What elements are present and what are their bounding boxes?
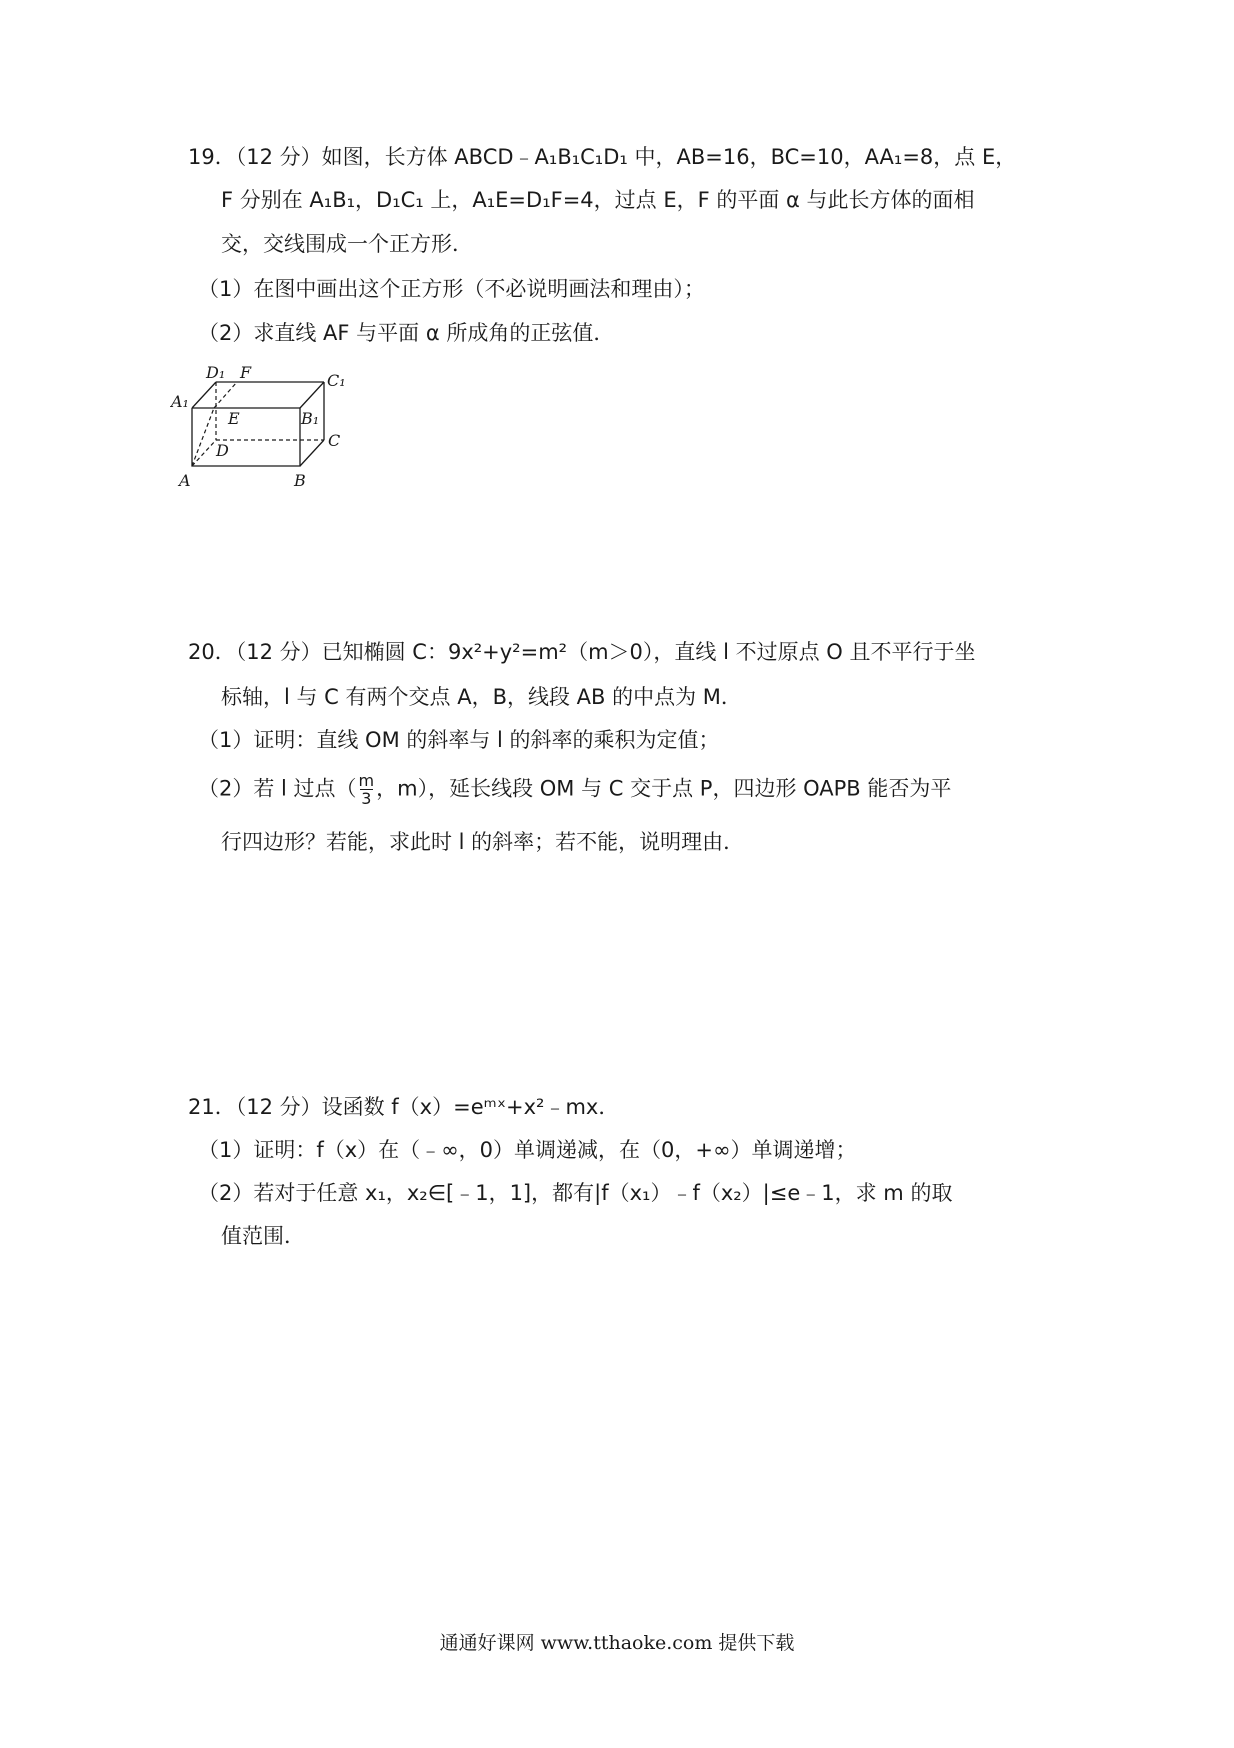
label-d: D	[216, 441, 229, 460]
q21-part-1: （1）证明：f（x）在（﹣∞，0）单调递减，在（0，+∞）单调递增；	[198, 1138, 857, 1162]
label-a: A	[179, 471, 191, 490]
fraction-m-over-3	[359, 772, 375, 807]
q20-part-2-line-2: 行四边形？若能，求此时 l 的斜率；若不能，说明理由．	[221, 830, 745, 854]
q19-line-2: F 分别在 A₁B₁，D₁C₁ 上，A₁E=D₁F=4，过点 E，F 的平面 α 与此长方体的面相	[221, 188, 975, 212]
q20-part-2-post: ，m），延长线段 OM 与 C 交于点 P，四边形 OAPB 能否为平	[376, 776, 952, 801]
hidden-edge-a-d	[192, 440, 216, 466]
dashed-e-f	[214, 382, 237, 408]
fraction-denominator: 3	[361, 789, 372, 808]
label-b: B	[294, 471, 306, 490]
edge-a1-d1	[192, 382, 216, 408]
q19-line-3: 交，交线围成一个正方形．	[221, 232, 473, 256]
q19-part-1: （1）在图中画出这个正方形（不必说明画法和理由）；	[198, 277, 705, 301]
label-e: E	[228, 409, 240, 428]
label-a1: A₁	[171, 392, 189, 411]
edge-c1-b1	[300, 382, 324, 408]
q21-line-1: 21．（12 分）设函数 f（x）=eᵐˣ+x²﹣mx．	[188, 1095, 620, 1119]
q20-part-2	[198, 772, 951, 807]
label-b1: B₁	[301, 409, 320, 428]
label-d1: D₁	[206, 363, 226, 382]
q20-line-1: 20．（12 分）已知椭圆 C：9x²+y²=m²（m＞0），直线 l 不过原点 O 且不平行于坐	[188, 640, 976, 664]
q20-part-1: （1）证明：直线 OM 的斜率与 l 的斜率的乘积为定值；	[198, 728, 720, 752]
dashed-a-e	[192, 408, 214, 466]
cuboid-figure	[170, 360, 390, 510]
q19-line-1: 19．（12 分）如图，长方体 ABCD﹣A₁B₁C₁D₁ 中，AB=16，BC=10，AA₁=8，点 E，	[188, 145, 1017, 169]
front-face	[192, 408, 300, 466]
q21-part-2-line-2: 值范围．	[221, 1224, 305, 1248]
label-f: F	[240, 363, 252, 382]
fraction-numerator: m	[358, 771, 375, 790]
page-footer: 通通好课网 www.tthaoke.com 提供下载	[439, 1632, 795, 1654]
label-c: C	[328, 431, 341, 450]
q19-part-2: （2）求直线 AF 与平面 α 所成角的正弦值．	[198, 321, 615, 345]
q20-line-2: 标轴，l 与 C 有两个交点 A，B，线段 AB 的中点为 M．	[221, 685, 742, 709]
label-c1: C₁	[327, 371, 346, 390]
q20-part-2-pre: （2）若 l 过点（	[198, 776, 357, 801]
q21-part-2: （2）若对于任意 x₁，x₂∈[﹣1，1]，都有|f（x₁）﹣f（x₂）|≤e﹣1，求 m 的取	[198, 1181, 953, 1205]
edge-c-b	[300, 440, 324, 466]
